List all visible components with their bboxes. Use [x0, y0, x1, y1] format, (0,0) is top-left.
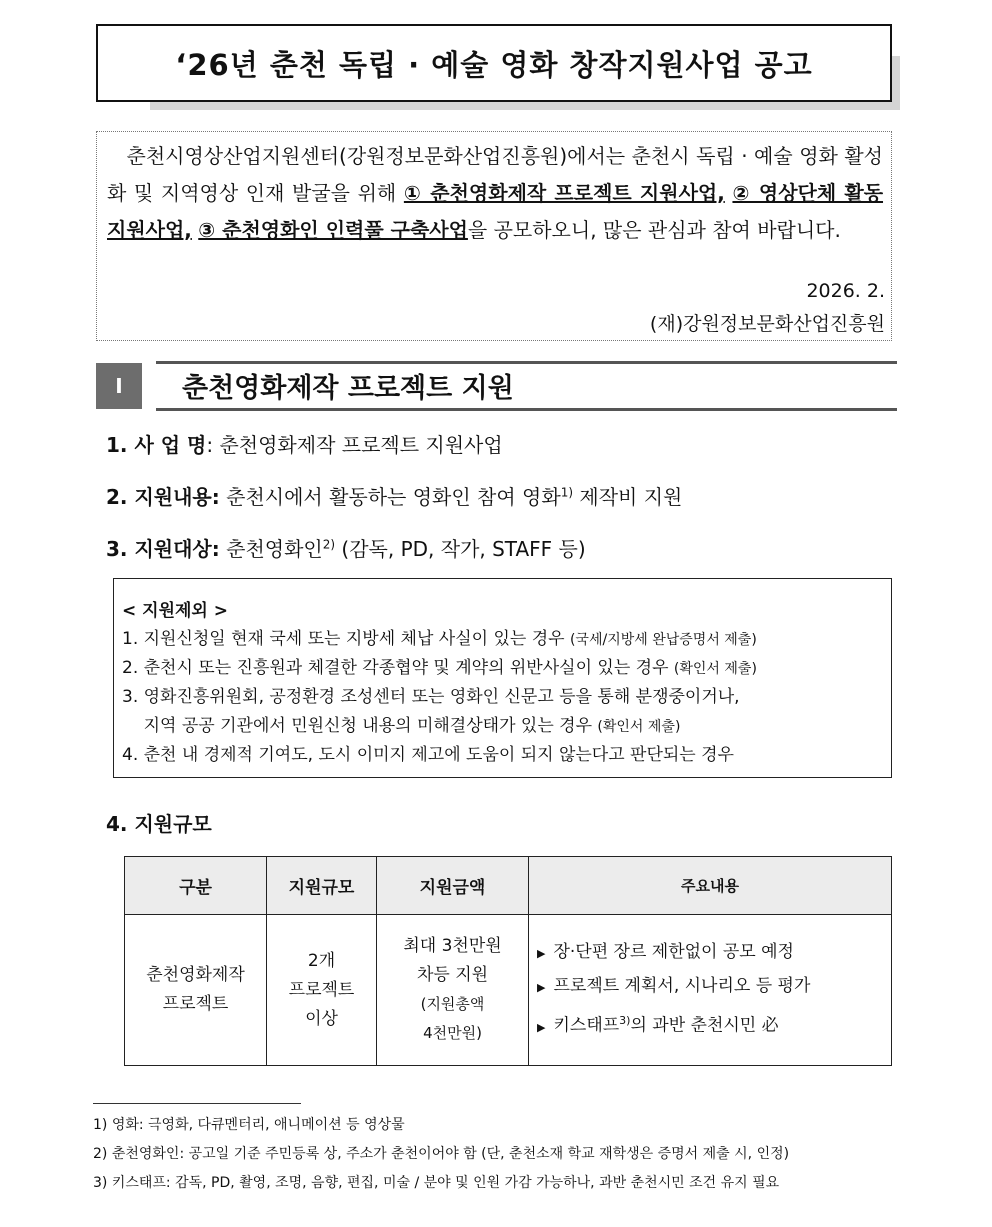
footnote-ref[interactable]: 2)	[322, 537, 336, 552]
item-label: 2. 지원내용:	[106, 485, 220, 509]
table-header: 주요내용	[529, 857, 892, 915]
scale-heading: 4. 지원규모	[106, 812, 212, 836]
footnote-divider	[93, 1103, 301, 1104]
table-header: 구분	[125, 857, 267, 915]
section-rule-bottom	[156, 408, 897, 411]
item-business-name	[106, 429, 503, 458]
exclusion-line: 1. 지원신청일 현재 국세 또는 지방세 체납 사실이 있는 경우 (국세/지방세 완납증명서 제출)	[122, 629, 757, 649]
footnote-1: 1) 영화: 극영화, 다큐멘터리, 애니메이션 등 영상물	[93, 1117, 405, 1133]
intro-program-3: ③ 춘천영화인 인력풀 구축사업	[198, 218, 468, 242]
table-row	[125, 915, 892, 1066]
triangle-bullet-icon: ▶	[537, 981, 546, 995]
section-title: 춘천영화제작 프로젝트 지원	[182, 373, 514, 404]
footnote-3: 3) 키스태프: 감독, PD, 촬영, 조명, 음향, 편집, 미술 / 분야 및 인원 가감 가능하나, 과반 춘천시민 조건 유지 필요	[93, 1175, 780, 1191]
detail-item: ▶ 장·단편 장르 제한없이 공모 예정	[537, 942, 794, 963]
intro-text-before: 춘천시영상산업지원센터(강원정보문화산업진흥원)에서는 춘천시 독립 · 예술 영화 활성화 및 지역영상 인재 발굴을 위해	[107, 144, 883, 205]
item-label: 1. 사 업 명	[106, 433, 207, 457]
detail-item: ▶ 프로젝트 계획서, 시나리오 등 평가	[537, 976, 811, 997]
item-value: 춘천영화인	[219, 537, 323, 561]
detail-item: ▶ 키스태프$^{3)}$의 과반 춘천시민 必	[537, 1014, 779, 1036]
cell-details	[529, 915, 892, 1066]
intro-date: 2026. 2.	[806, 280, 885, 302]
intro-text-after: 을 공모하오니, 많은 관심과 참여 바랍니다.	[467, 218, 841, 242]
page-title: ‘26년 춘천 독립 · 예술 영화 창작지원사업 공고	[175, 47, 813, 82]
item-value: (감독, PD, 작가, STAFF 등)	[335, 537, 586, 561]
triangle-bullet-icon: ▶	[537, 1020, 546, 1034]
exclusion-line: 4. 춘천 내 경제적 기여도, 도시 이미지 제고에 도움이 되지 않는다고 판단되는 경우	[122, 745, 734, 765]
cell-amount: 최대 3천만원 차등 지원 (지원총액 4천만원)	[377, 915, 529, 1066]
exclusion-line: 3. 영화진흥위원회, 공정환경 조성센터 또는 영화인 신문고 등을 통해 분쟁중이거나,	[122, 687, 740, 707]
exclusion-heading: < 지원제외 >	[122, 601, 229, 621]
exclusion-box	[113, 578, 892, 778]
table-header: 지원금액	[377, 857, 529, 915]
table-header: 지원규모	[267, 857, 377, 915]
table-header-row	[125, 857, 892, 915]
section-rule-top	[156, 361, 897, 364]
intro-text	[107, 138, 883, 249]
footnote-ref[interactable]: 1)	[560, 485, 574, 500]
cell-scale: 2개 프로젝트 이상	[267, 915, 377, 1066]
intro-box	[96, 131, 892, 341]
section-number: I	[96, 363, 142, 409]
item-value: 춘천시에서 활동하는 영화인 참여 영화	[219, 485, 561, 509]
cell-category: 춘천영화제작 프로젝트	[125, 915, 267, 1066]
footnote-2: 2) 춘천영화인: 공고일 기준 주민등록 상, 주소가 춘천이어야 함 (단, 춘천소재 학교 재학생은 증명서 제출 시, 인정)	[93, 1146, 790, 1162]
intro-program-2: ② 영상단체 활동 지원사업,	[107, 181, 884, 242]
item-value: 제작비 지원	[573, 485, 683, 509]
triangle-bullet-icon: ▶	[537, 947, 546, 961]
intro-org: (재)강원정보문화산업진흥원	[649, 313, 885, 335]
item-value: : 춘천영화제작 프로젝트 지원사업	[206, 433, 503, 457]
exclusion-line: 2. 춘천시 또는 진흥원과 체결한 각종협약 및 계약의 위반사실이 있는 경우 (확인서 제출)	[122, 658, 757, 678]
item-label: 3. 지원대상:	[106, 537, 220, 561]
intro-program-1: ① 춘천영화제작 프로젝트 지원사업,	[403, 181, 725, 205]
item-support-content	[106, 481, 682, 510]
title-box	[96, 24, 892, 102]
item-support-target	[106, 533, 586, 562]
scale-table	[124, 856, 892, 1066]
footnote-ref[interactable]: 3)	[619, 1014, 631, 1028]
exclusion-line: 지역 공공 기관에서 민원신청 내용의 미해결상태가 있는 경우 (확인서 제출)	[122, 716, 681, 736]
